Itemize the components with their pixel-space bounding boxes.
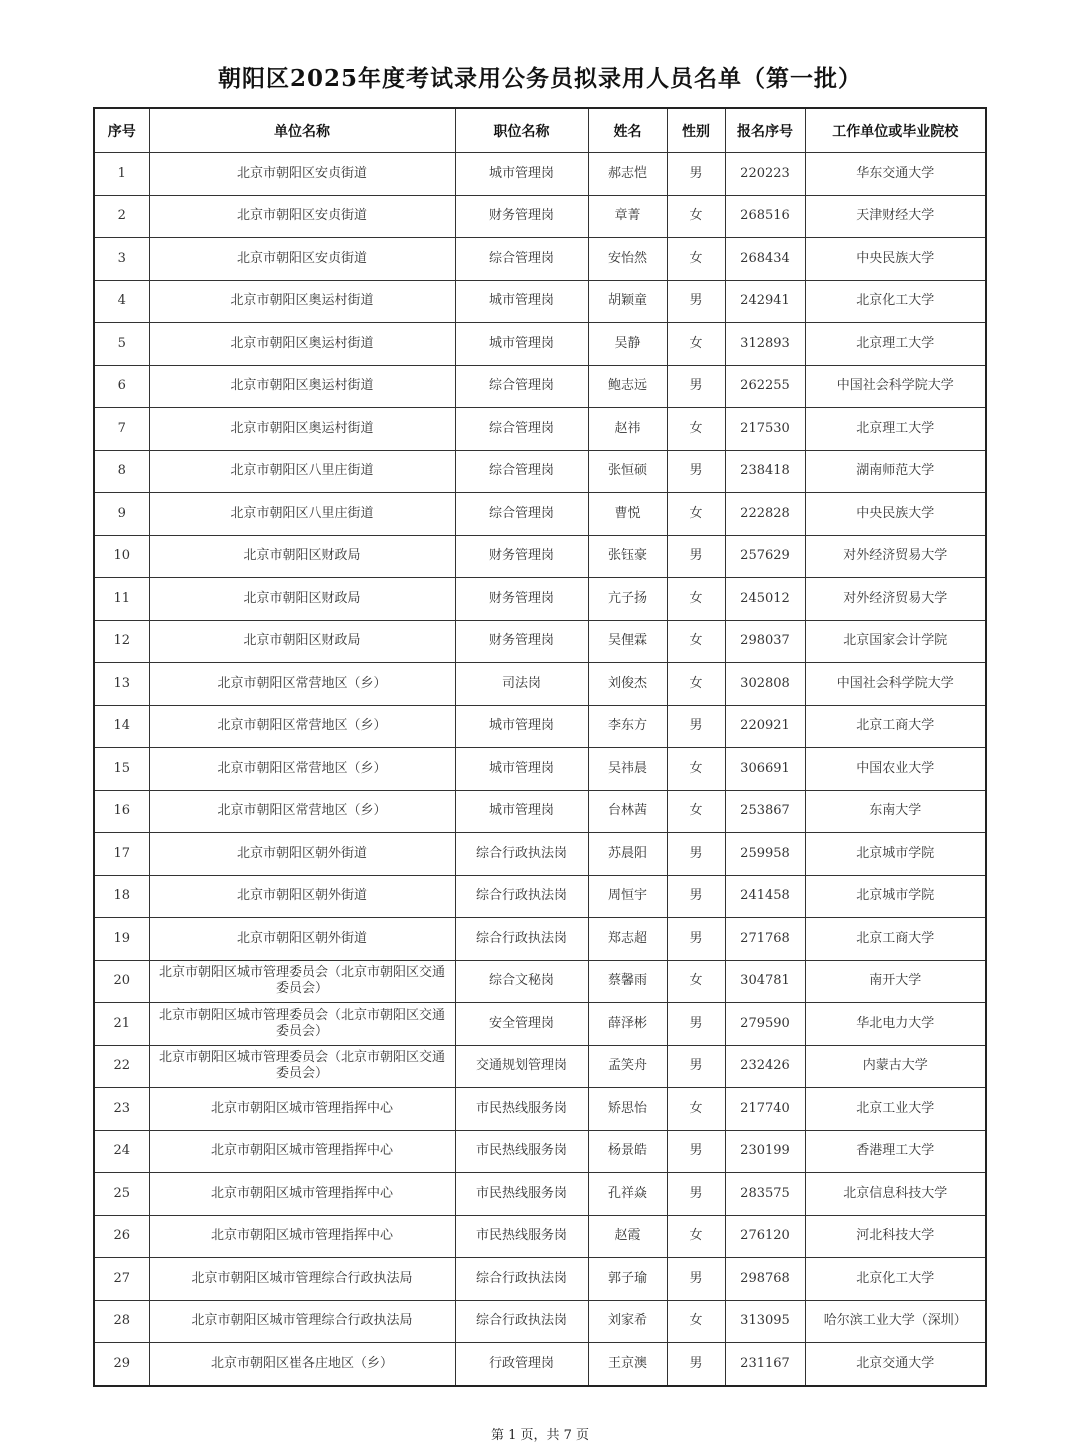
cell-position: 市民热线服务岗 xyxy=(455,1173,588,1216)
table-row xyxy=(94,875,986,918)
cell-school: 北京理工大学 xyxy=(805,408,986,451)
table-row xyxy=(94,408,986,451)
cell-index: 27 xyxy=(94,1258,149,1301)
cell-position: 综合文秘岗 xyxy=(455,960,588,1003)
cell-school: 中央民族大学 xyxy=(805,493,986,536)
cell-school: 湖南师范大学 xyxy=(805,450,986,493)
cell-position: 市民热线服务岗 xyxy=(455,1130,588,1173)
cell-school: 中央民族大学 xyxy=(805,238,986,281)
cell-gender: 男 xyxy=(667,918,725,961)
table-row xyxy=(94,238,986,281)
cell-gender: 女 xyxy=(667,663,725,706)
cell-unit: 北京市朝阳区八里庄街道 xyxy=(149,450,455,493)
table-row xyxy=(94,153,986,196)
cell-position: 司法岗 xyxy=(455,663,588,706)
cell-unit: 北京市朝阳区奥运村街道 xyxy=(149,365,455,408)
cell-gender: 男 xyxy=(667,1130,725,1173)
cell-unit: 北京市朝阳区常营地区（乡） xyxy=(149,790,455,833)
table-row xyxy=(94,1088,986,1131)
cell-gender: 男 xyxy=(667,833,725,876)
cell-unit: 北京市朝阳区财政局 xyxy=(149,535,455,578)
cell-position: 财务管理岗 xyxy=(455,535,588,578)
cell-school: 北京理工大学 xyxy=(805,323,986,366)
cell-position: 综合管理岗 xyxy=(455,493,588,536)
cell-name: 李东方 xyxy=(588,705,667,748)
cell-position: 城市管理岗 xyxy=(455,790,588,833)
cell-index: 19 xyxy=(94,918,149,961)
cell-position: 城市管理岗 xyxy=(455,323,588,366)
table-row xyxy=(94,1258,986,1301)
cell-gender: 男 xyxy=(667,365,725,408)
cell-name: 蔡馨雨 xyxy=(588,960,667,1003)
table-row xyxy=(94,280,986,323)
cell-position: 财务管理岗 xyxy=(455,578,588,621)
cell-name: 杨景皓 xyxy=(588,1130,667,1173)
cell-gender: 女 xyxy=(667,493,725,536)
cell-name: 刘俊杰 xyxy=(588,663,667,706)
cell-unit: 北京市朝阳区城市管理指挥中心 xyxy=(149,1088,455,1131)
cell-unit: 北京市朝阳区八里庄街道 xyxy=(149,493,455,536)
cell-name: 孔祥焱 xyxy=(588,1173,667,1216)
roster-table xyxy=(93,107,987,1387)
cell-unit: 北京市朝阳区奥运村街道 xyxy=(149,280,455,323)
cell-school: 东南大学 xyxy=(805,790,986,833)
cell-index: 11 xyxy=(94,578,149,621)
cell-reg-no: 217740 xyxy=(725,1088,805,1131)
cell-position: 综合行政执法岗 xyxy=(455,918,588,961)
cell-school: 华东交通大学 xyxy=(805,153,986,196)
cell-school: 中国社会科学院大学 xyxy=(805,365,986,408)
cell-unit: 北京市朝阳区奥运村街道 xyxy=(149,323,455,366)
cell-unit: 北京市朝阳区朝外街道 xyxy=(149,833,455,876)
cell-school: 北京城市学院 xyxy=(805,875,986,918)
cell-school: 华北电力大学 xyxy=(805,1003,986,1046)
cell-school: 天津财经大学 xyxy=(805,195,986,238)
table-row xyxy=(94,1300,986,1343)
cell-index: 10 xyxy=(94,535,149,578)
cell-unit: 北京市朝阳区朝外街道 xyxy=(149,875,455,918)
cell-name: 赵祎 xyxy=(588,408,667,451)
header-name: 姓名 xyxy=(588,108,667,153)
cell-reg-no: 230199 xyxy=(725,1130,805,1173)
cell-name: 刘家希 xyxy=(588,1300,667,1343)
cell-reg-no: 257629 xyxy=(725,535,805,578)
cell-position: 市民热线服务岗 xyxy=(455,1088,588,1131)
cell-gender: 男 xyxy=(667,450,725,493)
table-row xyxy=(94,705,986,748)
cell-unit: 北京市朝阳区安贞街道 xyxy=(149,195,455,238)
header-unit: 单位名称 xyxy=(149,108,455,153)
cell-school: 中国社会科学院大学 xyxy=(805,663,986,706)
cell-school: 南开大学 xyxy=(805,960,986,1003)
table-row xyxy=(94,535,986,578)
cell-gender: 女 xyxy=(667,578,725,621)
cell-school: 北京信息科技大学 xyxy=(805,1173,986,1216)
cell-unit: 北京市朝阳区城市管理综合行政执法局 xyxy=(149,1300,455,1343)
cell-index: 24 xyxy=(94,1130,149,1173)
page-footer: 第 1 页，共 7 页 xyxy=(490,1428,590,1443)
cell-gender: 男 xyxy=(667,153,725,196)
cell-index: 28 xyxy=(94,1300,149,1343)
cell-position: 综合管理岗 xyxy=(455,450,588,493)
cell-school: 内蒙古大学 xyxy=(805,1045,986,1088)
cell-name: 苏晨阳 xyxy=(588,833,667,876)
table-row xyxy=(94,1173,986,1216)
cell-position: 市民热线服务岗 xyxy=(455,1215,588,1258)
cell-index: 20 xyxy=(94,960,149,1003)
cell-position: 综合行政执法岗 xyxy=(455,833,588,876)
table-row xyxy=(94,1343,986,1386)
cell-reg-no: 220223 xyxy=(725,153,805,196)
table-row xyxy=(94,833,986,876)
cell-position: 综合行政执法岗 xyxy=(455,1300,588,1343)
cell-reg-no: 283575 xyxy=(725,1173,805,1216)
cell-unit: 北京市朝阳区城市管理委员会（北京市朝阳区交通委员会） xyxy=(149,960,455,1003)
cell-index: 26 xyxy=(94,1215,149,1258)
cell-gender: 女 xyxy=(667,960,725,1003)
cell-gender: 男 xyxy=(667,1045,725,1088)
cell-gender: 女 xyxy=(667,323,725,366)
cell-reg-no: 220921 xyxy=(725,705,805,748)
cell-reg-no: 245012 xyxy=(725,578,805,621)
cell-index: 29 xyxy=(94,1343,149,1386)
cell-name: 章菁 xyxy=(588,195,667,238)
cell-gender: 男 xyxy=(667,705,725,748)
cell-name: 鲍志远 xyxy=(588,365,667,408)
cell-gender: 男 xyxy=(667,1173,725,1216)
cell-name: 薛泽彬 xyxy=(588,1003,667,1046)
cell-position: 城市管理岗 xyxy=(455,748,588,791)
table-row xyxy=(94,1045,986,1088)
cell-reg-no: 304781 xyxy=(725,960,805,1003)
cell-reg-no: 262255 xyxy=(725,365,805,408)
cell-reg-no: 232426 xyxy=(725,1045,805,1088)
table-row xyxy=(94,748,986,791)
cell-reg-no: 222828 xyxy=(725,493,805,536)
cell-position: 城市管理岗 xyxy=(455,153,588,196)
cell-index: 22 xyxy=(94,1045,149,1088)
cell-position: 交通规划管理岗 xyxy=(455,1045,588,1088)
table-row xyxy=(94,450,986,493)
cell-name: 吴俚霖 xyxy=(588,620,667,663)
cell-position: 综合管理岗 xyxy=(455,365,588,408)
cell-index: 13 xyxy=(94,663,149,706)
cell-unit: 北京市朝阳区安贞街道 xyxy=(149,238,455,281)
cell-school: 北京工商大学 xyxy=(805,918,986,961)
cell-school: 北京化工大学 xyxy=(805,280,986,323)
table-row xyxy=(94,578,986,621)
cell-gender: 女 xyxy=(667,238,725,281)
header-index: 序号 xyxy=(94,108,149,153)
cell-reg-no: 242941 xyxy=(725,280,805,323)
cell-name: 郝志恺 xyxy=(588,153,667,196)
cell-unit: 北京市朝阳区财政局 xyxy=(149,620,455,663)
cell-school: 北京工业大学 xyxy=(805,1088,986,1131)
cell-gender: 女 xyxy=(667,195,725,238)
cell-unit: 北京市朝阳区常营地区（乡） xyxy=(149,705,455,748)
roster-body xyxy=(94,153,986,1386)
cell-position: 综合管理岗 xyxy=(455,238,588,281)
header-position: 职位名称 xyxy=(455,108,588,153)
cell-position: 综合管理岗 xyxy=(455,408,588,451)
cell-school: 北京化工大学 xyxy=(805,1258,986,1301)
table-row xyxy=(94,1130,986,1173)
table-row xyxy=(94,918,986,961)
cell-index: 3 xyxy=(94,238,149,281)
cell-index: 5 xyxy=(94,323,149,366)
cell-reg-no: 271768 xyxy=(725,918,805,961)
cell-unit: 北京市朝阳区常营地区（乡） xyxy=(149,663,455,706)
cell-index: 21 xyxy=(94,1003,149,1046)
cell-index: 17 xyxy=(94,833,149,876)
cell-gender: 女 xyxy=(667,1300,725,1343)
header-reg-no: 报名序号 xyxy=(725,108,805,153)
cell-reg-no: 313095 xyxy=(725,1300,805,1343)
cell-unit: 北京市朝阳区城市管理委员会（北京市朝阳区交通委员会） xyxy=(149,1003,455,1046)
cell-gender: 女 xyxy=(667,1088,725,1131)
cell-unit: 北京市朝阳区安贞街道 xyxy=(149,153,455,196)
cell-gender: 女 xyxy=(667,408,725,451)
cell-school: 对外经济贸易大学 xyxy=(805,578,986,621)
cell-position: 综合行政执法岗 xyxy=(455,875,588,918)
cell-name: 王京澳 xyxy=(588,1343,667,1386)
cell-school: 河北科技大学 xyxy=(805,1215,986,1258)
cell-reg-no: 259958 xyxy=(725,833,805,876)
cell-name: 孟笑舟 xyxy=(588,1045,667,1088)
cell-gender: 男 xyxy=(667,875,725,918)
cell-reg-no: 276120 xyxy=(725,1215,805,1258)
cell-reg-no: 238418 xyxy=(725,450,805,493)
cell-gender: 女 xyxy=(667,1215,725,1258)
cell-gender: 男 xyxy=(667,535,725,578)
cell-name: 矫思怡 xyxy=(588,1088,667,1131)
table-row xyxy=(94,663,986,706)
table-row xyxy=(94,960,986,1003)
table-row xyxy=(94,493,986,536)
cell-position: 城市管理岗 xyxy=(455,705,588,748)
cell-unit: 北京市朝阳区城市管理综合行政执法局 xyxy=(149,1258,455,1301)
cell-name: 吴祎晨 xyxy=(588,748,667,791)
table-row xyxy=(94,195,986,238)
cell-index: 6 xyxy=(94,365,149,408)
cell-gender: 男 xyxy=(667,280,725,323)
cell-unit: 北京市朝阳区奥运村街道 xyxy=(149,408,455,451)
cell-name: 吴静 xyxy=(588,323,667,366)
table-row xyxy=(94,790,986,833)
cell-reg-no: 279590 xyxy=(725,1003,805,1046)
cell-name: 郑志超 xyxy=(588,918,667,961)
cell-unit: 北京市朝阳区朝外街道 xyxy=(149,918,455,961)
cell-gender: 女 xyxy=(667,790,725,833)
cell-index: 8 xyxy=(94,450,149,493)
header-gender: 性别 xyxy=(667,108,725,153)
cell-unit: 北京市朝阳区城市管理指挥中心 xyxy=(149,1215,455,1258)
cell-school: 北京交通大学 xyxy=(805,1343,986,1386)
cell-reg-no: 298768 xyxy=(725,1258,805,1301)
cell-name: 周恒宇 xyxy=(588,875,667,918)
cell-gender: 男 xyxy=(667,1258,725,1301)
cell-position: 城市管理岗 xyxy=(455,280,588,323)
cell-name: 胡颖童 xyxy=(588,280,667,323)
cell-reg-no: 268516 xyxy=(725,195,805,238)
cell-school: 哈尔滨工业大学（深圳） xyxy=(805,1300,986,1343)
cell-index: 25 xyxy=(94,1173,149,1216)
cell-reg-no: 302808 xyxy=(725,663,805,706)
cell-name: 赵霞 xyxy=(588,1215,667,1258)
cell-reg-no: 312893 xyxy=(725,323,805,366)
cell-unit: 北京市朝阳区财政局 xyxy=(149,578,455,621)
table-row xyxy=(94,323,986,366)
cell-index: 18 xyxy=(94,875,149,918)
cell-unit: 北京市朝阳区常营地区（乡） xyxy=(149,748,455,791)
cell-index: 9 xyxy=(94,493,149,536)
cell-gender: 女 xyxy=(667,748,725,791)
cell-index: 4 xyxy=(94,280,149,323)
cell-name: 亢子扬 xyxy=(588,578,667,621)
cell-name: 曹悦 xyxy=(588,493,667,536)
cell-school: 北京国家会计学院 xyxy=(805,620,986,663)
cell-index: 12 xyxy=(94,620,149,663)
cell-index: 1 xyxy=(94,153,149,196)
cell-position: 财务管理岗 xyxy=(455,620,588,663)
page-title: 朝阳区2025年度考试录用公务员拟录用人员名单（第一批） xyxy=(217,65,862,92)
table-row xyxy=(94,620,986,663)
cell-name: 安怡然 xyxy=(588,238,667,281)
cell-name: 张恒硕 xyxy=(588,450,667,493)
header-school: 工作单位或毕业院校 xyxy=(805,108,986,153)
table-row xyxy=(94,1003,986,1046)
cell-index: 15 xyxy=(94,748,149,791)
cell-gender: 女 xyxy=(667,620,725,663)
cell-position: 财务管理岗 xyxy=(455,195,588,238)
cell-reg-no: 268434 xyxy=(725,238,805,281)
cell-unit: 北京市朝阳区崔各庄地区（乡） xyxy=(149,1343,455,1386)
cell-reg-no: 253867 xyxy=(725,790,805,833)
cell-school: 香港理工大学 xyxy=(805,1130,986,1173)
cell-unit: 北京市朝阳区城市管理指挥中心 xyxy=(149,1173,455,1216)
table-row xyxy=(94,365,986,408)
cell-reg-no: 231167 xyxy=(725,1343,805,1386)
cell-index: 7 xyxy=(94,408,149,451)
cell-reg-no: 306691 xyxy=(725,748,805,791)
header-row xyxy=(94,108,986,153)
cell-index: 16 xyxy=(94,790,149,833)
cell-name: 郭子瑜 xyxy=(588,1258,667,1301)
cell-position: 综合行政执法岗 xyxy=(455,1258,588,1301)
cell-reg-no: 241458 xyxy=(725,875,805,918)
cell-position: 安全管理岗 xyxy=(455,1003,588,1046)
cell-unit: 北京市朝阳区城市管理指挥中心 xyxy=(149,1130,455,1173)
table-row xyxy=(94,1215,986,1258)
cell-unit: 北京市朝阳区城市管理委员会（北京市朝阳区交通委员会） xyxy=(149,1045,455,1088)
cell-gender: 男 xyxy=(667,1003,725,1046)
cell-name: 张钰豪 xyxy=(588,535,667,578)
cell-reg-no: 217530 xyxy=(725,408,805,451)
cell-school: 对外经济贸易大学 xyxy=(805,535,986,578)
cell-school: 中国农业大学 xyxy=(805,748,986,791)
cell-index: 2 xyxy=(94,195,149,238)
cell-index: 23 xyxy=(94,1088,149,1131)
cell-index: 14 xyxy=(94,705,149,748)
cell-name: 台林茜 xyxy=(588,790,667,833)
cell-school: 北京城市学院 xyxy=(805,833,986,876)
cell-gender: 男 xyxy=(667,1343,725,1386)
cell-reg-no: 298037 xyxy=(725,620,805,663)
cell-position: 行政管理岗 xyxy=(455,1343,588,1386)
cell-school: 北京工商大学 xyxy=(805,705,986,748)
